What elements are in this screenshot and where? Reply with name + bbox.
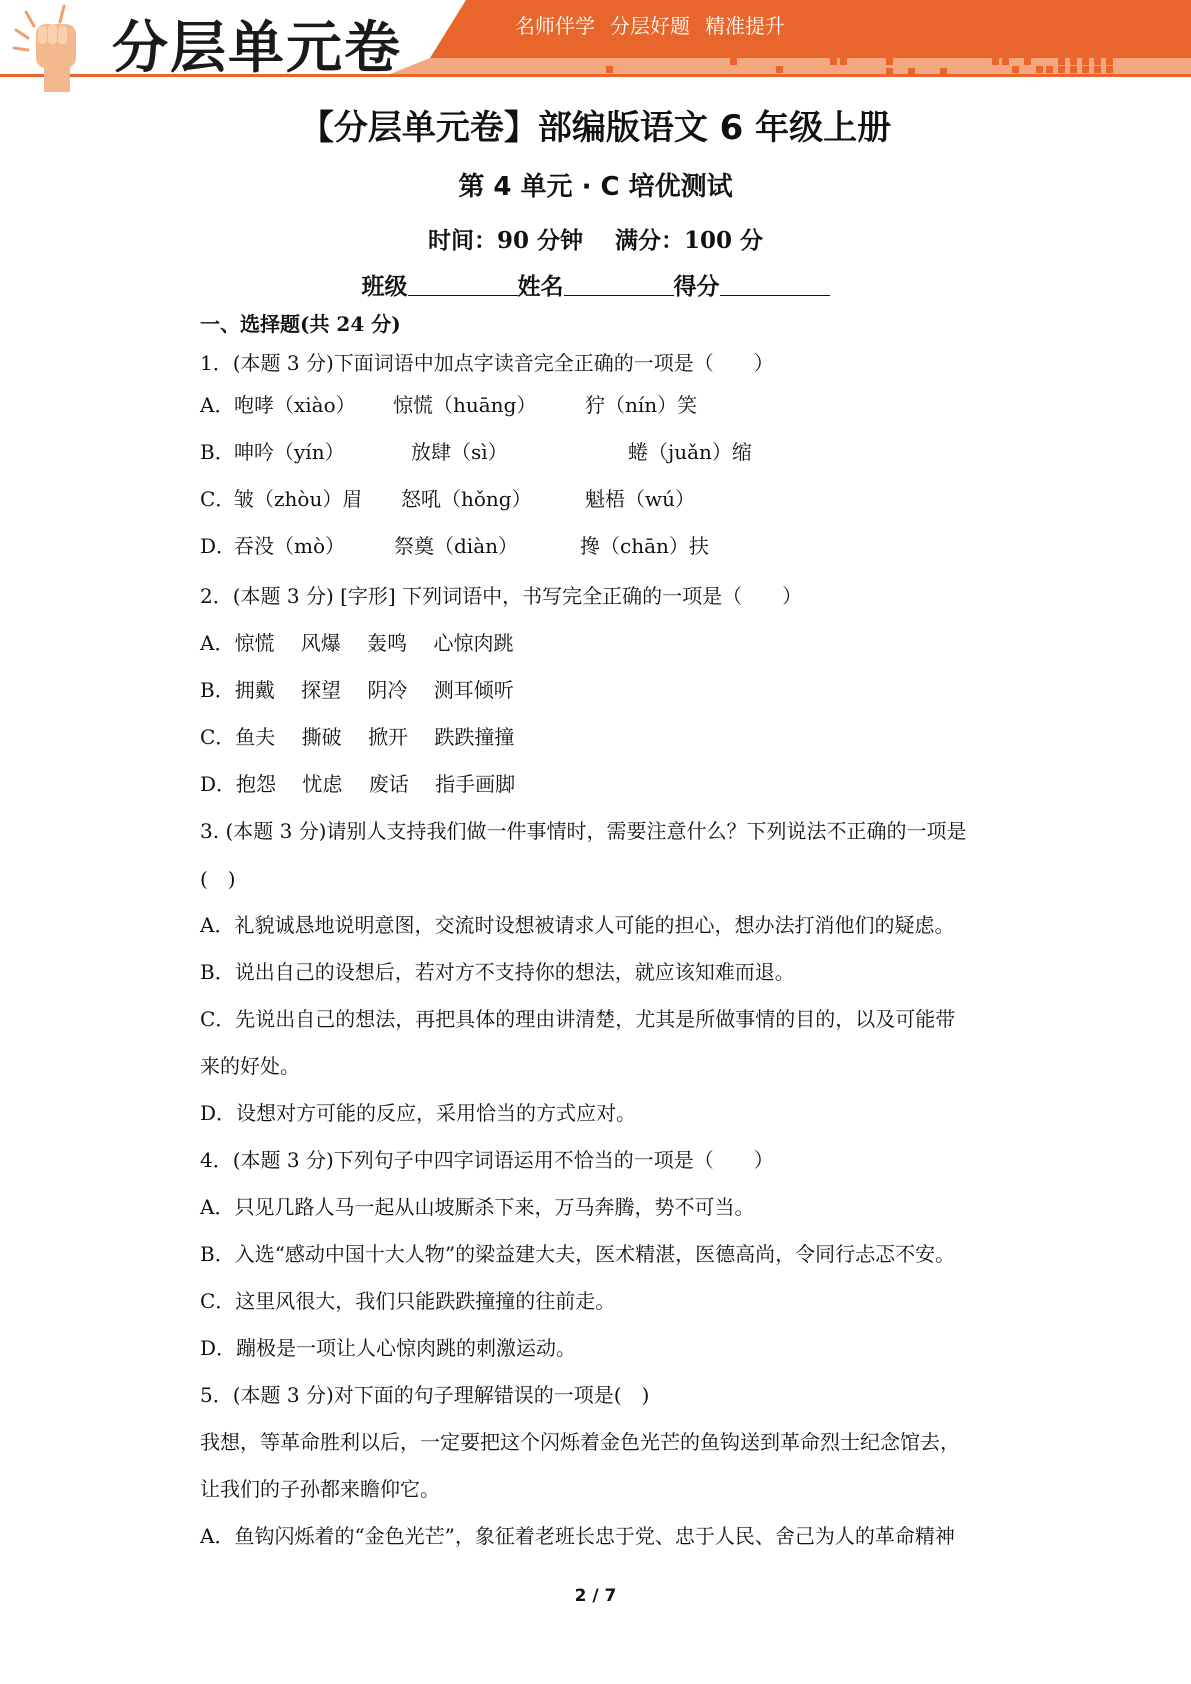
q3-option-a[interactable]: A．礼貌诚恳地说明意图，交流时设想被请求人可能的担心，想办法打消他们的疑虑。 <box>200 913 955 937</box>
question-3-stem: 3. (本题 3 分)请别人支持我们做一件事情时，需要注意什么？下列说法不正确的一项是 <box>200 819 967 843</box>
q2-option-d[interactable]: D．抱怨 忧虑 废话 指手画脚 <box>200 772 516 796</box>
deco-square <box>830 58 837 65</box>
q1-option-d[interactable] <box>200 533 960 559</box>
deco-square <box>1012 66 1019 73</box>
q1-option-a-item-1: 咆哮（xiào） <box>234 393 356 417</box>
deco-square <box>940 68 947 75</box>
deco-square <box>1058 58 1065 65</box>
q2-option-a[interactable]: A．惊慌 风爆 轰鸣 心惊肉跳 <box>200 631 514 655</box>
deco-square <box>1106 58 1113 65</box>
exam-time-score <box>0 222 1191 255</box>
deco-square <box>1058 66 1065 73</box>
q1-option-d-item-3: 搀（chān）扶 <box>580 534 709 558</box>
student-info-fields <box>0 268 1191 301</box>
question-5-stem: 5．(本题 3 分)对下面的句子理解错误的一项是( ) <box>200 1383 650 1407</box>
q1-option-c-item-2: 怒吼（hǒng） <box>401 487 532 511</box>
slogan-3: 精准提升 <box>705 14 785 38</box>
class-blank[interactable] <box>408 273 518 296</box>
deco-square <box>886 68 893 75</box>
exam-time: 时间：90 分钟 <box>427 227 583 254</box>
q2-option-b[interactable]: B．拥戴 探望 阴冷 测耳倾听 <box>200 678 514 702</box>
q1-option-c-item-1: 皱（zhòu）眉 <box>234 487 363 511</box>
question-2-stem: 2．(本题 3 分) [字形] 下列词语中，书写完全正确的一项是（ ） <box>200 584 803 608</box>
q1-option-b-item-1: 呻吟（yín） <box>234 440 345 464</box>
q3-answer-paren: ( ) <box>200 867 236 891</box>
name-blank[interactable] <box>564 273 674 296</box>
q3-option-c[interactable]: C．先说出自己的想法，再把具体的理由讲清楚，尤其是所做事情的目的，以及可能带 <box>200 1007 956 1031</box>
q3-option-c-continued: 来的好处。 <box>200 1054 300 1078</box>
q1-option-b[interactable] <box>200 439 960 465</box>
q4-option-b[interactable]: B．入选“感动中国十大人物”的梁益建大夫，医术精湛，医德高尚，令同行忐忑不安。 <box>200 1242 956 1266</box>
deco-square <box>1082 66 1089 73</box>
q4-option-d[interactable]: D．蹦极是一项让人心惊肉跳的刺激运动。 <box>200 1336 577 1360</box>
deco-square <box>886 58 893 65</box>
q1-option-d-item-1: 吞没（mò） <box>234 534 346 558</box>
deco-square <box>776 66 783 73</box>
q5-passage-line-1: 我想，等革命胜利以后，一定要把这个闪烁着金色光芒的鱼钩送到革命烈士纪念馆去， <box>200 1430 960 1454</box>
deco-square <box>1070 58 1077 65</box>
q5-option-a[interactable]: A．鱼钩闪烁着的“金色光芒”，象征着老班长忠于党、忠于人民、舍己为人的革命精神 <box>200 1524 955 1548</box>
q1-option-d-item-2: 祭奠（diàn） <box>394 534 519 558</box>
slogan-1: 名师伴学 <box>515 14 595 38</box>
q1-option-a-item-3: 狞（nín）笑 <box>585 393 698 417</box>
q5-passage-line-2: 让我们的子孙都来瞻仰它。 <box>200 1477 440 1501</box>
section-heading: 一、选择题(共 24 分) <box>200 312 401 336</box>
q1-option-d-label: D． <box>200 534 237 558</box>
q1-option-b-item-2: 放肆（sì） <box>411 440 508 464</box>
q1-option-c[interactable] <box>200 486 960 512</box>
class-label: 班级 <box>361 273 408 300</box>
q3-option-b[interactable]: B．说出自己的设想后，若对方不支持你的想法，就应该知难而退。 <box>200 960 795 984</box>
deco-square <box>908 68 915 75</box>
page-number: 2 / 7 <box>574 1586 617 1606</box>
deco-square <box>1002 58 1009 65</box>
deco-square <box>1036 66 1043 73</box>
header-banner <box>0 0 1191 100</box>
brand-title: 分层单元卷 <box>112 16 402 81</box>
q1-option-a[interactable] <box>200 392 960 418</box>
q1-option-c-label: C． <box>200 487 236 511</box>
q2-option-c[interactable]: C．鱼夫 撕破 掀开 跌跌撞撞 <box>200 725 515 749</box>
deco-square <box>840 58 847 65</box>
fist-icon <box>6 0 102 96</box>
question-1-stem: 1．(本题 3 分)下面词语中加点字读音完全正确的一项是（ ） <box>200 351 774 375</box>
deco-square <box>992 58 999 65</box>
q1-option-b-item-3: 蜷（juǎn）缩 <box>628 440 752 464</box>
question-4-stem: 4．(本题 3 分)下列句子中四字词语运用不恰当的一项是（ ） <box>200 1148 774 1172</box>
q4-option-c[interactable]: C．这里风很大，我们只能跌跌撞撞的往前走。 <box>200 1289 616 1313</box>
q1-option-a-item-2: 惊慌（huāng） <box>393 393 537 417</box>
q1-option-b-label: B． <box>200 440 235 464</box>
exam-full-score: 满分：100 分 <box>615 227 764 254</box>
deco-square <box>1106 66 1113 73</box>
q1-option-c-item-3: 魁梧（wú） <box>585 487 695 511</box>
deco-square <box>1094 58 1101 65</box>
q1-option-a-label: A． <box>200 393 235 417</box>
deco-square <box>1046 66 1053 73</box>
exam-subtitle: 第 4 单元 · C 培优测试 <box>458 172 733 202</box>
q4-option-a[interactable]: A．只见几路人马一起从山坡厮杀下来，万马奔腾，势不可当。 <box>200 1195 755 1219</box>
deco-square <box>1024 58 1031 65</box>
deco-square <box>730 58 737 65</box>
deco-square <box>606 66 613 73</box>
score-blank[interactable] <box>720 273 830 296</box>
exam-title: 【分层单元卷】部编版语文 6 年级上册 <box>299 108 892 148</box>
name-label: 姓名 <box>517 273 564 300</box>
score-label: 得分 <box>673 273 720 300</box>
deco-square <box>1082 58 1089 65</box>
q3-option-d[interactable]: D．设想对方可能的反应，采用恰当的方式应对。 <box>200 1101 637 1125</box>
deco-square <box>1070 66 1077 73</box>
deco-square <box>1094 66 1101 73</box>
slogan-2: 分层好题 <box>610 14 690 38</box>
